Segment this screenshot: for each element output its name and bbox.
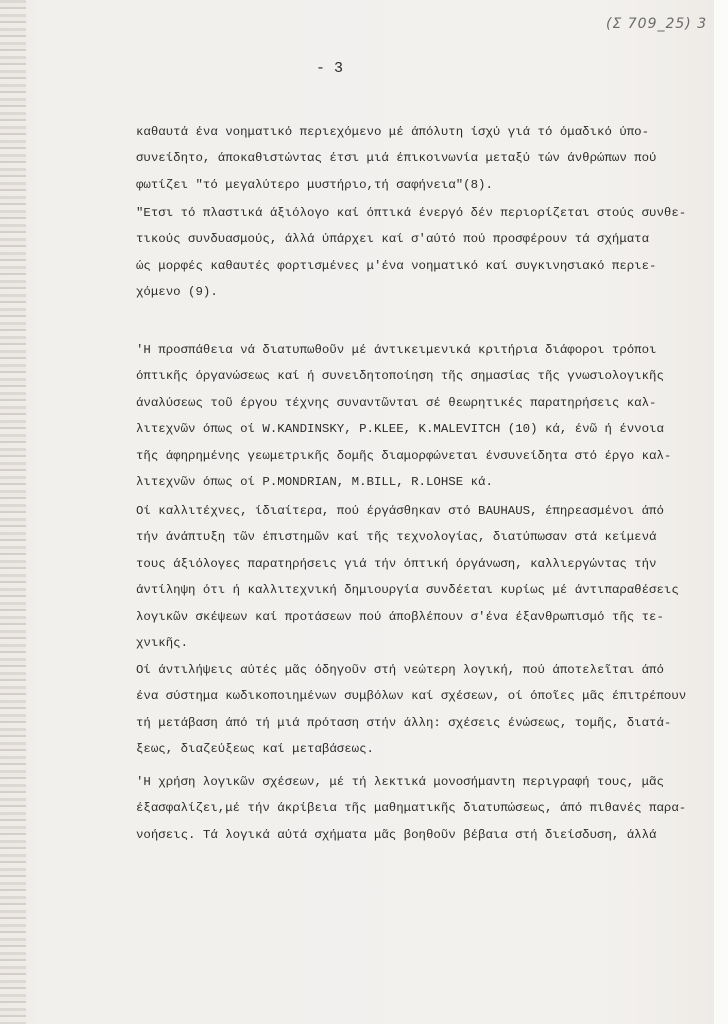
text-line: νοήσεις. Τά λογικά αύτά σχήματα μᾶς βοηθοῦν βέβαια στή διείσδυση, άλλά	[136, 827, 657, 842]
text-line: άναλύσεως τοῦ έργου τέχνης συναντῶνται σέ θεωρητικές παρατηρήσεις καλ-	[136, 395, 657, 410]
text-line: τῆς άφηρημένης γεωμετρικῆς δομῆς διαμορφώνεται ένσυνείδητα στό έργο καλ-	[136, 448, 672, 463]
torn-binding-edge	[0, 0, 26, 1024]
text-line: έξασφαλίζει,μέ τήν άκρίβεια τῆς μαθηματικῆς διατυπώσεως, άπό πιθανές παρα-	[136, 801, 687, 816]
text-line: "Ετσι τό πλαστικά άξιόλογο καί όπτικά ένεργό δέν περιορίζεται στούς συνθε-	[136, 206, 687, 220]
text-line: τήν άνάπτυξη τῶν έπιστημῶν καί τῆς τεχνολογίας, διατύπωσαν στά κείμενά	[136, 530, 657, 545]
text-line: χνικῆς.	[136, 635, 189, 650]
text-line: Οί καλλιτέχνες, ίδιαίτερα, πού έργάσθηκαν στό BAUHAUS, έπηρεασμένοι άπό	[136, 504, 664, 518]
text-line: συνείδητο, άποκαθιστώντας έτσι μιά έπικοινωνία μεταξύ τών άνθρώπων πού	[136, 151, 657, 166]
page-number: - 3	[316, 60, 344, 77]
text-line: ένα σύστημα κωδικοποιημένων συμβόλων καί σχέσεων, οί όποῖες μᾶς έπιτρέπουν	[136, 689, 687, 704]
text-line: 'Η προσπάθεια νά διατυπωθοῦν μέ άντικειμενικά κριτήρια διάφοροι τρόποι	[136, 343, 657, 357]
text-line: καθαυτά ένα νοηματικό περιεχόμενο μέ άπόλυτη ίσχύ γιά τό όμαδικό ύπο-	[136, 125, 650, 139]
text-line: Οί άντιλήψεις αύτές μᾶς όδηγοῦν στή νεώτερη λογική, πού άποτελεῖται άπό	[136, 663, 664, 677]
paragraph-1	[136, 119, 711, 198]
archive-reference: (Σ 709_25) 3	[606, 16, 708, 32]
text-line: τή μετάβαση άπό τή μιά πρόταση στήν άλλη: σχέσεις ένώσεως, τομῆς, διατά-	[136, 715, 672, 730]
text-line: χόμενο (9).	[136, 285, 218, 300]
scan-border	[714, 0, 728, 1024]
text-line: όπτικῆς όργανώσεως καί ή συνειδητοποίηση τῆς σημασίας τῆς γνωσιολογικῆς	[136, 369, 664, 384]
paragraph-3	[136, 337, 711, 495]
paragraph-2	[136, 200, 711, 306]
text-line: άντίληψη ότι ή καλλιτεχνική δημιουργία συνδέεται κυρίως μέ άντιπαραθέσεις	[136, 583, 679, 598]
text-line: τους άξιόλογες παρατηρήσεις γιά τήν όπτική όργάνωση, καλλιεργώντας τήν	[136, 556, 657, 571]
text-line: ώς μορφές καθαυτές φορτισμένες μ'ένα νοηματικό καί συγκινησιακό περιε-	[136, 258, 657, 273]
text-line: τικούς συνδυασμούς, άλλά ύπάρχει καί σ'αύτό πού προσφέρουν τά σχήματα	[136, 232, 650, 247]
text-line: λιτεχνῶν όπως οί P.MONDRIAN, M.BILL, R.LOHSE κά.	[136, 474, 493, 489]
text-line: ξεως, διαζεύξεως καί μεταβάσεως.	[136, 742, 374, 757]
paragraph-6	[136, 769, 711, 848]
text-line: 'Η χρήση λογικῶν σχέσεων, μέ τή λεκτικά μονοσήμαντη περιγραφή τους, μᾶς	[136, 775, 664, 789]
text-line: λογικῶν σκέψεων καί προτάσεων πού άποβλέπουν σ'ένα έξανθρωπισμό τῆς τε-	[136, 609, 664, 624]
paragraph-5	[136, 657, 711, 763]
text-line: φωτίζει "τό μεγαλύτερο μυστήριο,τή σαφήνεια"(8).	[136, 177, 493, 192]
paragraph-4	[136, 498, 711, 656]
text-line: λιτεχνῶν όπως οί W.KANDINSKY, P.KLEE, K.MALEVITCH (10) κά, ένῶ ή έννοια	[136, 422, 664, 437]
